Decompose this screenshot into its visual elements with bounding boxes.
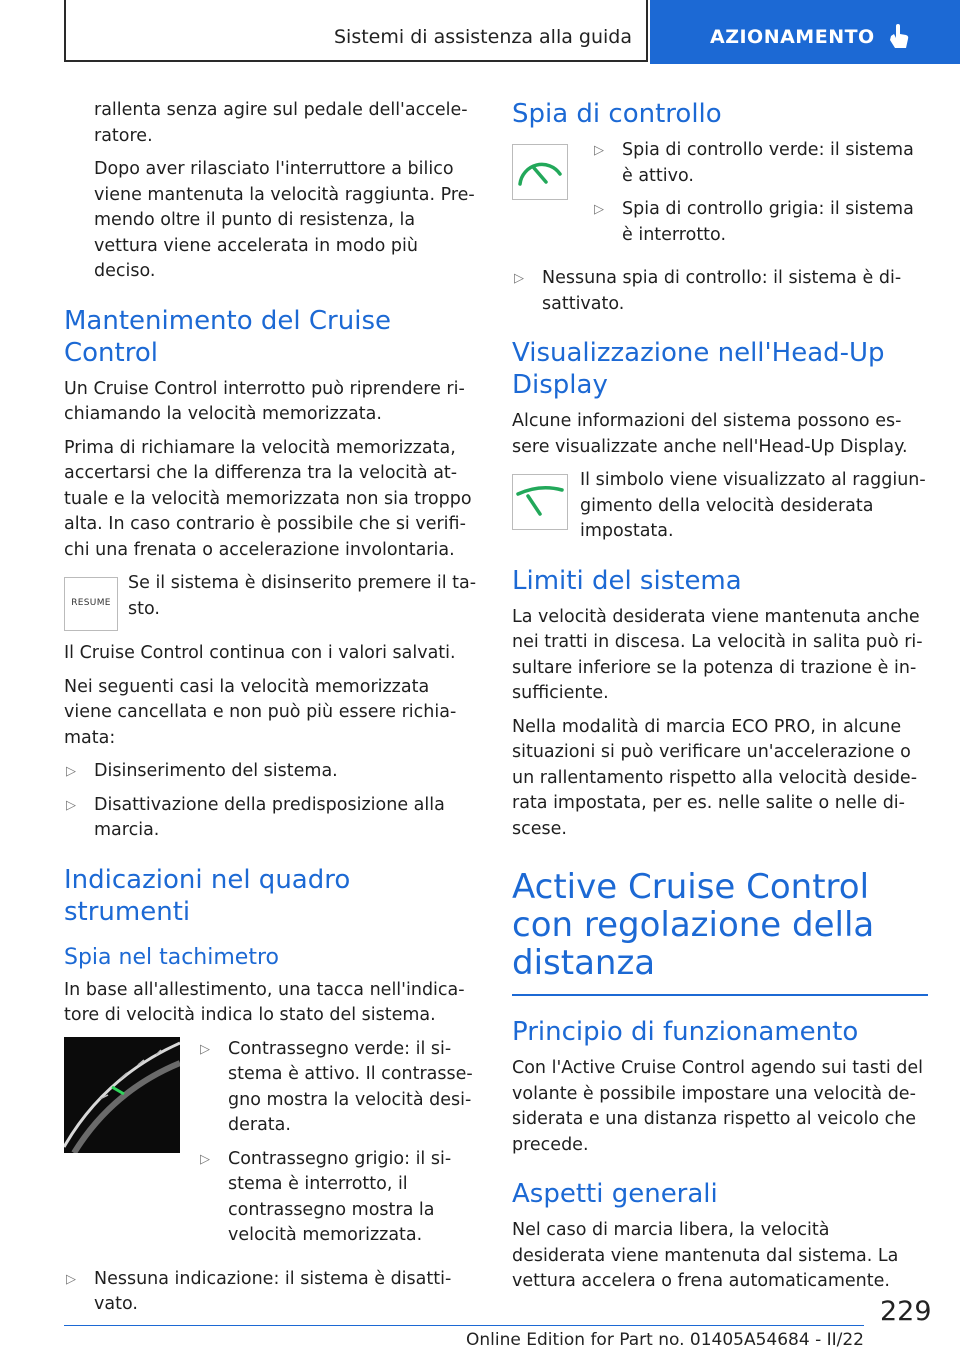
tachometer-figure: [64, 1037, 480, 1257]
chapter-title: AZIONAMENTO: [710, 26, 875, 48]
bullet-list: [64, 759, 480, 844]
right-column: [512, 98, 928, 1303]
hud-symbol-image: [512, 474, 568, 539]
list-item: ▷ Spia di controllo grigia: il sistema è interrotto.: [592, 197, 928, 248]
edition-note: Online Edition for Part no. 01405A54684 - II/22: [465, 1330, 864, 1350]
resume-text: Se il sistema è disinserito premere il tasto.: [128, 573, 477, 619]
hand-pointer-icon: [888, 24, 910, 50]
list-item: ▷ Disattivazione della predisposizione alla marcia.: [64, 793, 480, 844]
paragraph: Con l'Active Cruise Control agendo sui tasti del volante è possibile impostare una velocità desiderata e una distanza rispetto al veicolo che precede.: [512, 1058, 924, 1155]
paragraph: Un Cruise Control interrotto può riprendere richiamando la velocità memorizzata.: [64, 378, 465, 424]
tachometer-image: [64, 1037, 180, 1162]
heading-principio: Principio di funzionamento: [512, 1017, 859, 1047]
heading-mantenimento: Mantenimento del Cruise Control: [64, 305, 391, 368]
heading-spia-controllo: Spia di controllo: [512, 99, 722, 129]
heading-spia-tachimetro: Spia nel tachimetro: [64, 944, 279, 970]
heading-active-cruise: Active Cruise Control con regolazione della distanza: [512, 868, 928, 996]
chapter-tab: [650, 0, 960, 64]
page-header: [64, 0, 960, 66]
bullet-list: [512, 266, 928, 317]
paragraph: La velocità desiderata viene mantenuta anche nei tratti in discesa. La velocità in salita può risultare inferiore se la potenza di trazione è insufficiente.: [512, 606, 923, 703]
paragraph: In base all'allestimento, una tacca nell'indicatore di velocità indica lo stato del sistema.: [64, 979, 465, 1025]
list-item: ▷ Disinserimento del sistema.: [64, 759, 480, 785]
paragraph: Alcune informazioni del sistema possono essere visualizzate anche nell'Head-Up Display.: [512, 411, 908, 457]
section-header: [64, 0, 648, 62]
list-item: ▷ Spia di controllo verde: il sistema è attivo.: [592, 138, 928, 189]
resume-label: RESUME: [71, 598, 111, 609]
paragraph: Nei seguenti casi la velocità memorizzata viene cancellata e non può più essere richiamata:: [64, 676, 457, 748]
speedometer-mark-icon: [64, 1037, 180, 1153]
resume-figure: [64, 571, 480, 631]
hud-figure: [512, 468, 928, 545]
page-number: 229: [880, 1296, 932, 1327]
hud-text: Il simbolo viene visualizzato al raggiungimento della velocità desiderata impostata.: [580, 470, 926, 541]
list-item: ▷ Nessuna spia di controllo: il sistema è disattivato.: [512, 266, 928, 317]
paragraph: Prima di richiamare la velocità memorizzata, accertarsi che la differenza tra la velocità attuale e la velocità memorizzata non sia troppo alta. In caso contrario è possibile che si verifichi una frenata o accelerazione involontaria.: [64, 437, 472, 560]
hud-cruise-icon: [512, 474, 568, 530]
section-title: Sistemi di assistenza alla guida: [333, 26, 632, 48]
heading-indicazioni: Indicazioni nel quadro strumenti: [64, 864, 351, 927]
list-item: ▷ Contrassegno grigio: il sistema è interrotto, il contrassegno mostra la velocità memorizzata.: [198, 1147, 480, 1249]
paragraph: Il Cruise Control continua con i valori salvati.: [64, 643, 456, 663]
list-item: ▷ Nessuna indicazione: il sistema è disattivato.: [64, 1267, 480, 1318]
heading-limiti: Limiti del sistema: [512, 565, 742, 596]
bullet-list: [64, 1267, 480, 1318]
left-column: [64, 98, 480, 1326]
paragraph: rallenta senza agire sul pedale dell'acceleratore.: [94, 100, 468, 146]
resume-button-image: [64, 577, 118, 631]
list-item: ▷ Contrassegno verde: il sistema è attivo. Il contrassegno mostra la velocità desiderata.: [198, 1037, 480, 1139]
paragraph: Dopo aver rilasciato l'interruttore a bilico viene mantenuta la velocità raggiunta. Premendo oltre il punto di resistenza, la vettura viene accelerata in modo più deciso.: [94, 159, 475, 281]
cruise-indicator-icon: [512, 144, 568, 200]
paragraph: Nella modalità di marcia ECO PRO, in alcune situazioni si può verificare un'accelerazione o un rallentamento rispetto alla velocità desiderata impostata, per es. nelle salite o nelle discese.: [512, 716, 918, 839]
indicator-figure: [512, 138, 928, 256]
heading-aspetti: Aspetti generali: [512, 1179, 718, 1209]
footer-divider: [64, 1325, 864, 1326]
indicator-light-image: [512, 144, 568, 209]
paragraph: Nel caso di marcia libera, la velocità desiderata viene mantenuta dal sistema. La vettura accelera o frena automaticamente.: [512, 1220, 899, 1291]
heading-headup: Visualizzazione nell'Head-Up Display: [512, 338, 885, 400]
